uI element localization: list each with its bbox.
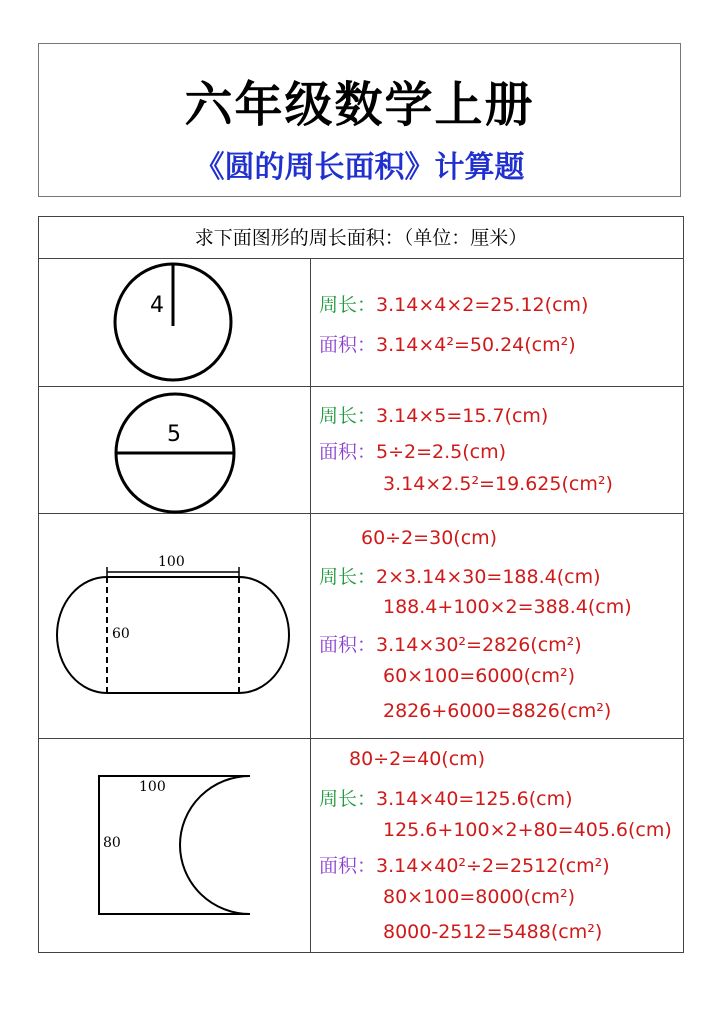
table-row: [39, 514, 683, 739]
width-label: 60: [112, 626, 130, 642]
area-step-1: 3.14×30²=2826(cm²): [376, 634, 582, 656]
perimeter-answer: 3.14×4×2=25.12(cm): [376, 294, 589, 316]
circle-radius-figure: [39, 259, 311, 387]
area-label: 面积：: [319, 634, 377, 656]
diameter-label: 5: [167, 422, 181, 447]
area-step-1: 3.14×40²÷2=2512(cm²): [376, 855, 610, 877]
circle-diameter-figure: [39, 387, 311, 514]
problems-table: [38, 216, 684, 953]
answer-cell: [311, 259, 683, 386]
answer-cell: [311, 387, 683, 513]
area-step-2: 60×100=6000(cm²): [383, 665, 576, 687]
figure-cell: [39, 387, 311, 513]
perimeter-step-1: 2×3.14×30=188.4(cm): [376, 566, 601, 588]
table-row: [39, 259, 683, 387]
header-box: [38, 43, 681, 197]
semicircle-cutout: [180, 776, 250, 914]
figure-cell: [39, 514, 311, 738]
area-step-3: 8000-2512=5488(cm²): [383, 921, 603, 943]
area-step-2: 80×100=8000(cm²): [383, 886, 576, 908]
area-label: 面积：: [319, 855, 377, 877]
length-label: 100: [139, 779, 166, 795]
radius-label: 4: [150, 293, 164, 318]
answer-cell: [311, 739, 683, 952]
area-step-1: 5÷2=2.5(cm): [376, 441, 507, 463]
rectangle-semicircle-figure: [39, 739, 311, 952]
table-row: [39, 739, 683, 952]
answer-cell: [311, 514, 683, 738]
perimeter-answer: 3.14×5=15.7(cm): [376, 405, 549, 427]
perimeter-label: 周长：: [319, 566, 377, 588]
perimeter-label: 周长：: [319, 294, 377, 316]
area-step-3: 2826+6000=8826(cm²): [383, 700, 612, 722]
page-title: 六年级数学上册: [184, 77, 535, 133]
page-subtitle: 《圆的周长面积》计算题: [194, 150, 525, 185]
perimeter-step-2: 188.4+100×2=388.4(cm): [383, 596, 632, 618]
pre-step: 60÷2=30(cm): [361, 527, 498, 549]
perimeter-label: 周长：: [319, 405, 377, 427]
figure-cell: [39, 259, 311, 386]
table-row: [39, 387, 683, 514]
rectangle-outline: [99, 776, 250, 914]
perimeter-label: 周长：: [319, 788, 377, 810]
stadium-figure: [39, 514, 311, 739]
width-label: 80: [103, 835, 121, 851]
area-label: 面积：: [319, 334, 377, 356]
pre-step: 80÷2=40(cm): [349, 748, 486, 770]
perimeter-step-1: 3.14×40=125.6(cm): [376, 788, 573, 810]
area-answer: 3.14×4²=50.24(cm²): [376, 334, 576, 356]
area-step-2: 3.14×2.5²=19.625(cm²): [383, 473, 613, 495]
table-instruction: 求下面图形的周长面积：（单位：厘米）: [39, 217, 683, 259]
perimeter-step-2: 125.6+100×2+80=405.6(cm): [383, 819, 672, 841]
area-label: 面积：: [319, 441, 377, 463]
stadium-outline: [57, 577, 289, 693]
figure-cell: [39, 739, 311, 952]
length-label: 100: [158, 554, 185, 570]
